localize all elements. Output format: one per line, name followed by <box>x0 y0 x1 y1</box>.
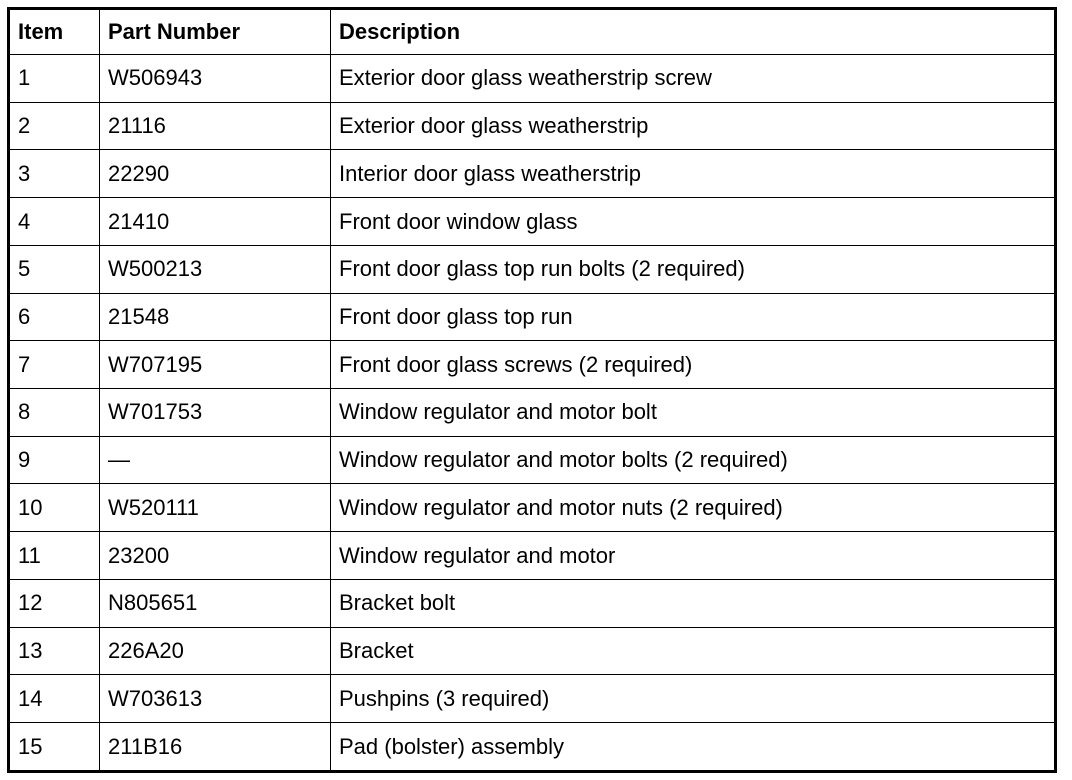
cell-description: Front door glass top run bolts (2 required) <box>331 245 1056 293</box>
cell-description: Front door glass top run <box>331 293 1056 341</box>
cell-part-number: 211B16 <box>100 723 331 772</box>
table-row <box>9 102 1056 150</box>
cell-part-number: W506943 <box>100 55 331 103</box>
cell-part-number: W500213 <box>100 245 331 293</box>
cell-part-number: — <box>100 436 331 484</box>
cell-part-number: 22290 <box>100 150 331 198</box>
cell-description: Bracket <box>331 627 1056 675</box>
table-row <box>9 341 1056 389</box>
cell-item: 13 <box>9 627 100 675</box>
cell-item: 8 <box>9 389 100 437</box>
table-row <box>9 198 1056 246</box>
cell-item: 7 <box>9 341 100 389</box>
cell-part-number: W707195 <box>100 341 331 389</box>
table-header <box>9 9 1056 55</box>
cell-part-number: 23200 <box>100 532 331 580</box>
header-description: Description <box>331 9 1056 55</box>
header-item: Item <box>9 9 100 55</box>
cell-part-number: 21410 <box>100 198 331 246</box>
cell-part-number: W701753 <box>100 389 331 437</box>
cell-item: 5 <box>9 245 100 293</box>
cell-description: Window regulator and motor bolts (2 required) <box>331 436 1056 484</box>
cell-item: 9 <box>9 436 100 484</box>
cell-part-number: N805651 <box>100 579 331 627</box>
cell-item: 15 <box>9 723 100 772</box>
cell-description: Window regulator and motor <box>331 532 1056 580</box>
table-body <box>9 55 1056 772</box>
cell-item: 11 <box>9 532 100 580</box>
cell-item: 14 <box>9 675 100 723</box>
table-row <box>9 675 1056 723</box>
cell-description: Exterior door glass weatherstrip <box>331 102 1056 150</box>
cell-item: 4 <box>9 198 100 246</box>
cell-part-number: 21548 <box>100 293 331 341</box>
cell-item: 2 <box>9 102 100 150</box>
table-row <box>9 532 1056 580</box>
header-part-number: Part Number <box>100 9 331 55</box>
cell-part-number: 21116 <box>100 102 331 150</box>
table-row <box>9 293 1056 341</box>
table-row <box>9 436 1056 484</box>
cell-description: Front door glass screws (2 required) <box>331 341 1056 389</box>
cell-part-number: W703613 <box>100 675 331 723</box>
table-row <box>9 55 1056 103</box>
cell-description: Window regulator and motor bolt <box>331 389 1056 437</box>
table-row <box>9 150 1056 198</box>
cell-description: Bracket bolt <box>331 579 1056 627</box>
table-row <box>9 579 1056 627</box>
cell-item: 3 <box>9 150 100 198</box>
cell-item: 6 <box>9 293 100 341</box>
cell-part-number: 226A20 <box>100 627 331 675</box>
cell-description: Front door window glass <box>331 198 1056 246</box>
cell-description: Window regulator and motor nuts (2 required) <box>331 484 1056 532</box>
cell-description: Pushpins (3 required) <box>331 675 1056 723</box>
cell-item: 10 <box>9 484 100 532</box>
cell-description: Exterior door glass weatherstrip screw <box>331 55 1056 103</box>
header-row <box>9 9 1056 55</box>
table-row <box>9 245 1056 293</box>
cell-description: Pad (bolster) assembly <box>331 723 1056 772</box>
table-row <box>9 389 1056 437</box>
table-row <box>9 723 1056 772</box>
cell-item: 1 <box>9 55 100 103</box>
table-row <box>9 627 1056 675</box>
cell-description: Interior door glass weatherstrip <box>331 150 1056 198</box>
table-row <box>9 484 1056 532</box>
cell-part-number: W520111 <box>100 484 331 532</box>
cell-item: 12 <box>9 579 100 627</box>
parts-table <box>7 7 1057 773</box>
